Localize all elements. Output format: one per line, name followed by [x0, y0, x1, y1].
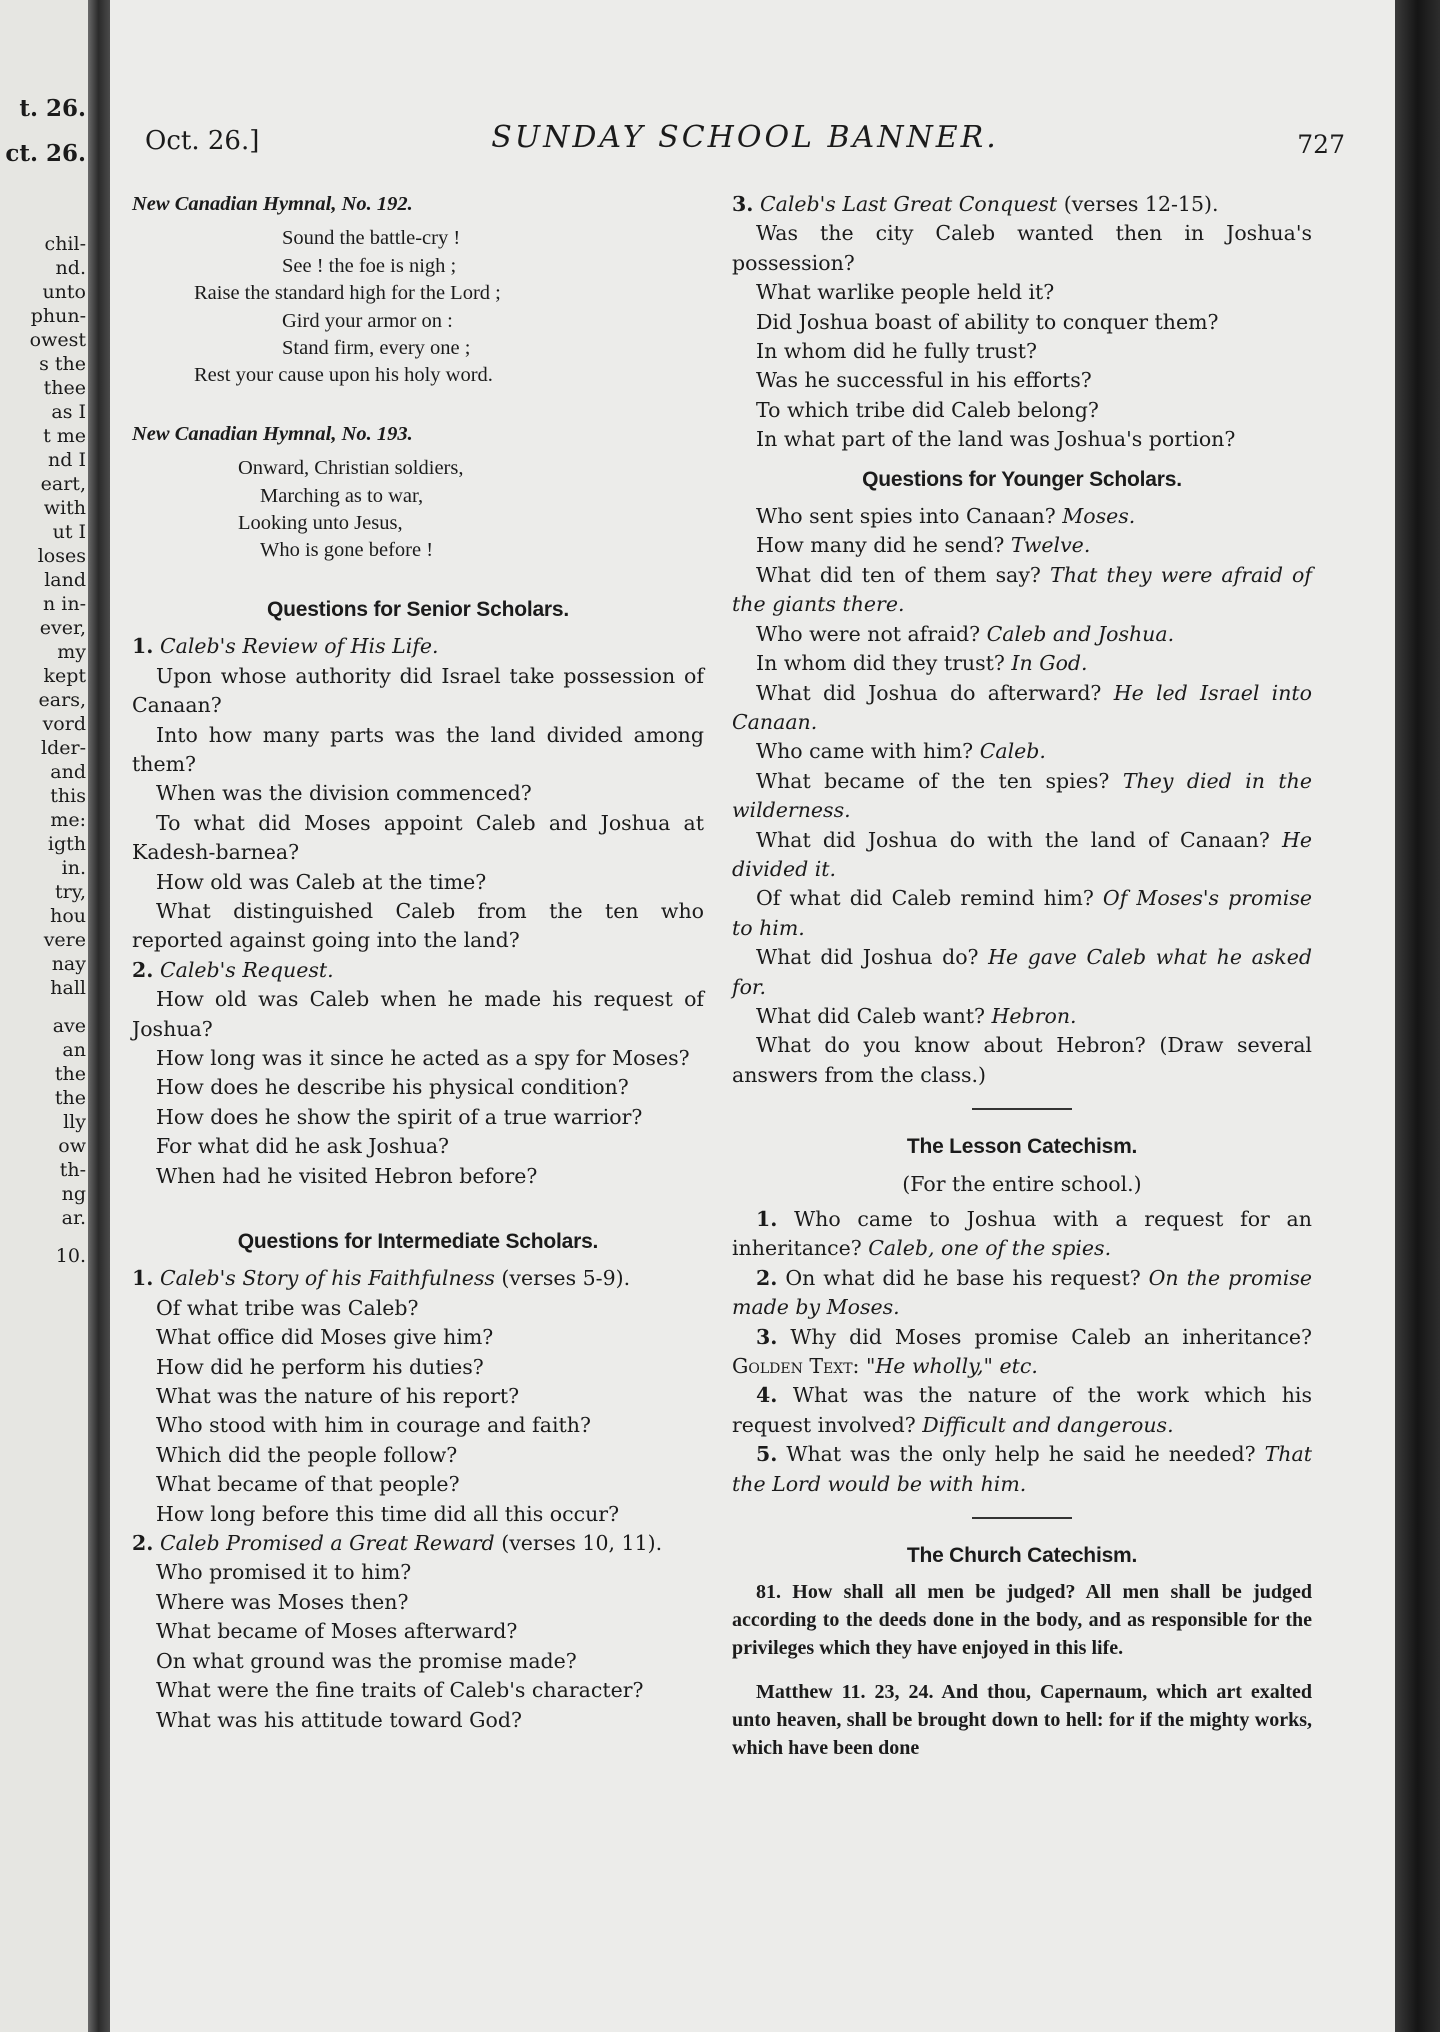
question: On what did he base his request? [785, 1265, 1141, 1290]
question-answer [732, 737, 1312, 766]
catechism-item [732, 1205, 1312, 1264]
question: Who were not afraid? [756, 621, 981, 646]
question: Did Joshua boast of ability to conquer them? [756, 309, 1219, 334]
left-page-fragment: nd I [48, 449, 86, 471]
question: What warlike people held it? [756, 280, 1055, 305]
left-page-fragment: and [50, 761, 86, 783]
left-page-fragment: the [54, 1063, 86, 1085]
item-number: 3. [756, 1324, 778, 1349]
page-number: 727 [1297, 130, 1345, 159]
right-column [732, 190, 1312, 1778]
answer: He led Israel into Canaan. [732, 680, 1312, 734]
item-number: 4. [756, 1383, 778, 1408]
question: In whom did they trust? [756, 651, 1005, 676]
senior-questions-2 [132, 985, 704, 1191]
question-answer [732, 826, 1312, 885]
left-page-fragment: chil- [44, 233, 86, 255]
answer: Twelve. [1010, 533, 1091, 558]
question: When had he visited Hebron before? [156, 1163, 538, 1188]
question: Who promised it to him? [156, 1560, 412, 1585]
right-book-edge [1395, 0, 1440, 2032]
question: Was he successful in his efforts? [756, 368, 1092, 393]
hymn-193 [132, 455, 704, 565]
answer: In God. [1011, 651, 1088, 676]
left-page-fragment: ow [58, 1135, 86, 1157]
hymn-193-title: New Canadian Hymnal, No. 193. [132, 422, 413, 445]
question-answer [732, 620, 1312, 649]
answer: Hebron. [991, 1003, 1077, 1028]
left-page-edge [0, 0, 92, 2032]
left-page-fragment: this [50, 785, 86, 807]
left-page-fragment: eart, [40, 473, 86, 495]
question: Who came to Joshua with a request for an inheritance? [732, 1207, 1312, 1261]
running-header [145, 120, 1345, 160]
hymn-line: Onward, Christian soldiers, [238, 457, 464, 480]
question-answer [732, 649, 1312, 678]
question: How many did he send? [756, 533, 1005, 558]
question: For what did he ask Joshua? [156, 1134, 450, 1159]
left-page-fragment: th- [59, 1159, 86, 1181]
intermediate-heading: Questions for Intermediate Scholars. [237, 1230, 599, 1253]
left-page-fragment: s the [39, 353, 86, 375]
question: Who stood with him in courage and faith? [156, 1413, 591, 1438]
catechism-item [732, 1381, 1312, 1440]
question-answer [732, 1002, 1312, 1031]
left-page-fragment: phun- [30, 305, 86, 327]
question: Into how many parts was the land divided among them? [132, 722, 704, 776]
answer: Of Moses's promise to him. [732, 886, 1312, 940]
younger-questions [732, 502, 1312, 1090]
header-date: Oct. 26.] [145, 126, 260, 156]
golden-text-label: Golden Text: [732, 1354, 860, 1379]
catechism-item [732, 1440, 1312, 1499]
church-catechism-heading: The Church Catechism. [906, 1544, 1138, 1568]
left-page-fragment: unto [42, 281, 86, 303]
left-column [132, 190, 704, 1735]
answer: Difficult and dangerous. [922, 1412, 1174, 1437]
question: Of what did Caleb remind him? [756, 886, 1094, 911]
question: On what ground was the promise made? [156, 1648, 577, 1673]
left-page-fragment: as I [51, 401, 86, 423]
question: Of what tribe was Caleb? [156, 1295, 419, 1320]
question: Was the city Caleb wanted then in Joshua's possession? [732, 221, 1312, 275]
subheading-title: Caleb's Request. [159, 957, 334, 982]
left-page-fragment: 10. [55, 1245, 86, 1267]
left-page-fragment: kept [43, 665, 86, 687]
question: How old was Caleb at the time? [156, 869, 487, 894]
item-number: 2. [756, 1265, 778, 1290]
left-page-fragment: loses [37, 545, 86, 567]
left-page-fragment: try, [55, 881, 86, 903]
hymn-line: Marching as to war, [260, 484, 424, 507]
question: How old was Caleb when he made his request of Joshua? [132, 987, 704, 1041]
question: What did ten of them say? [756, 562, 1041, 587]
left-page-fragment: owest [29, 329, 86, 351]
intermediate-subheading-1 [132, 1264, 704, 1293]
subheading-title: Caleb's Review of His Life. [159, 634, 439, 659]
left-page-fragment: vere [43, 929, 86, 951]
left-page-fragment: hall [50, 977, 86, 999]
question: To which tribe did Caleb belong? [756, 397, 1099, 422]
question: What was his attitude toward God? [156, 1707, 522, 1732]
left-page-fragment: the [54, 1087, 86, 1109]
question: What became of that people? [156, 1472, 460, 1497]
lesson-catechism-items [732, 1205, 1312, 1499]
senior-subheading-2 [132, 956, 704, 985]
left-page-fragment: lder- [41, 737, 86, 759]
left-page-fragment: in. [61, 857, 86, 879]
hymn-line: Stand firm, every one ; [282, 337, 471, 360]
question: How does he show the spirit of a true warrior? [156, 1104, 643, 1129]
answer: That the Lord would be with him. [732, 1442, 1312, 1496]
answer: He divided it. [732, 827, 1312, 881]
hymn-line: Who is gone before ! [260, 539, 434, 562]
left-page-fragment: land [44, 569, 86, 591]
question-answer [732, 561, 1312, 620]
intermediate-questions-1 [132, 1294, 704, 1529]
question: What do you know about Hebron? [756, 1033, 1146, 1058]
section-divider [972, 1108, 1072, 1110]
hymn-line: Sound the battle-cry ! [282, 227, 461, 250]
question: When was the division commenced? [156, 781, 532, 806]
question: Where was Moses then? [156, 1589, 409, 1614]
question: What was the nature of the work which his request involved? [732, 1383, 1312, 1437]
subheading-title: Caleb Promised a Great Reward [159, 1531, 495, 1556]
question-answer [732, 884, 1312, 943]
left-page-fragment: hou [50, 905, 86, 927]
intermediate-subheading-2 [132, 1529, 704, 1558]
question: How long before this time did all this occur? [156, 1501, 620, 1526]
subheading-number: 3. [732, 192, 754, 216]
hymn-line: See ! the foe is nigh ; [282, 254, 457, 277]
question: What was the nature of his report? [156, 1384, 520, 1409]
left-page-fragment: with [43, 497, 86, 519]
left-page-fragment: nay [51, 953, 86, 975]
left-page-fragment: my [57, 641, 86, 663]
lesson-catechism-note: (For the entire school.) [902, 1171, 1142, 1196]
senior-heading: Questions for Senior Scholars. [266, 597, 570, 621]
answer: He gave Caleb what he asked for. [732, 945, 1312, 999]
left-page-fragment: ct. 26. [5, 140, 86, 167]
question: What did Joshua do afterward? [756, 680, 1102, 705]
subheading-title: Caleb's Story of his Faithfulness [159, 1266, 495, 1291]
question: Who came with him? [756, 739, 974, 764]
hymn-line: Rest your cause upon his holy word. [194, 364, 493, 387]
left-page-fragment: ever, [39, 617, 86, 639]
subheading-number: 1. [132, 1266, 154, 1291]
left-page-fragment: ng [61, 1183, 86, 1205]
left-page-fragment: thee [43, 377, 86, 399]
scripture-passage: Matthew 11. 23, 24. And thou, Capernaum, which art exalted unto heaven, shall be brought down to hell: for if the mighty works, which have been done [732, 1681, 1312, 1760]
question: What became of Moses afterward? [156, 1619, 518, 1644]
question: How does he describe his physical condition? [156, 1075, 629, 1100]
question: What did Caleb want? [756, 1003, 986, 1028]
question: What became of the ten spies? [756, 768, 1110, 793]
answer: Caleb, one of the spies. [868, 1236, 1112, 1261]
subheading-title: Caleb's Last Great Conquest [759, 192, 1058, 216]
answer: Caleb and Joshua. [986, 621, 1175, 646]
left-page-fragment: ears, [38, 689, 86, 711]
answer: "He wholly," etc. [866, 1354, 1038, 1379]
subheading-number: 1. [132, 634, 154, 659]
catechism-item [732, 1323, 1312, 1382]
question: To what did Moses appoint Caleb and Joshua at Kadesh-barnea? [132, 810, 704, 865]
question: How did he perform his duties? [156, 1354, 484, 1379]
left-page-fragment: vord [42, 713, 86, 735]
question: Upon whose authority did Israel take possession of Canaan? [132, 663, 704, 718]
senior-questions-1 [132, 662, 704, 956]
question: How long was it since he acted as a spy for Moses? [156, 1045, 690, 1070]
question: Which did the people follow? [156, 1442, 458, 1467]
answer: That they were afraid of the giants there. [732, 562, 1312, 617]
question-answer [732, 1031, 1312, 1090]
left-page-fragment: nd. [55, 257, 86, 279]
left-page-fragment: ut I [52, 521, 86, 543]
left-page-fragment: an [62, 1039, 86, 1061]
question-answer [732, 679, 1312, 738]
intermediate-questions-3 [732, 219, 1312, 454]
subheading-verses: (verses 12-15). [1063, 192, 1219, 216]
question: Why did Moses promise Caleb an inheritance? [790, 1324, 1312, 1349]
question: What did Joshua do? [756, 945, 979, 970]
answer: (Draw several answers from the class.) [732, 1033, 1312, 1087]
item-number: 5. [756, 1442, 778, 1467]
subheading-number: 2. [132, 1531, 154, 1556]
subheading-number: 2. [132, 957, 154, 982]
left-page-fragment: me: [50, 809, 86, 831]
item-number: 1. [756, 1207, 778, 1231]
answer: On the promise made by Moses. [732, 1265, 1312, 1320]
hymn-line: Raise the standard high for the Lord ; [194, 282, 501, 305]
question: In what part of the land was Joshua's portion? [756, 427, 1236, 452]
question-answer [732, 943, 1312, 1002]
senior-subheading-1 [132, 632, 704, 661]
subheading-verses: (verses 5-9). [501, 1266, 631, 1291]
left-page-fragment: lly [63, 1111, 86, 1133]
hymn-line: Looking unto Jesus, [238, 512, 403, 535]
question: Who sent spies into Canaan? [756, 504, 1056, 529]
answer: They died in the wilderness. [732, 768, 1312, 823]
intermediate-subheading-3 [732, 190, 1312, 219]
section-divider [972, 1517, 1072, 1519]
answer: Caleb. [979, 739, 1046, 764]
question: What were the fine traits of Caleb's character? [156, 1678, 644, 1703]
question: What was the only help he said he needed? [786, 1442, 1256, 1467]
page-727 [110, 0, 1400, 2032]
left-page-fragment: t me [43, 425, 86, 447]
hymn-line: Gird your armor on : [282, 309, 453, 332]
hymn-192 [132, 225, 704, 389]
left-page-fragment: ave [52, 1015, 86, 1037]
hymn-192-title: New Canadian Hymnal, No. 192. [132, 193, 413, 215]
left-page-fragment: igth [47, 833, 86, 855]
left-page-fragment: n in- [42, 593, 86, 615]
answer: Moses. [1062, 504, 1136, 529]
question: What did Joshua do with the land of Canaan? [756, 827, 1270, 852]
question-answer [732, 531, 1312, 560]
question: What distinguished Caleb from the ten who reported against going into the land? [132, 898, 704, 953]
left-page-fragment: t. 26. [19, 95, 86, 122]
question: What office did Moses give him? [156, 1325, 494, 1350]
catechism-item [732, 1264, 1312, 1323]
subheading-verses: (verses 10, 11). [501, 1531, 663, 1556]
younger-heading: Questions for Younger Scholars. [862, 467, 1182, 491]
header-title: SUNDAY SCHOOL BANNER. [491, 120, 999, 155]
left-page-fragment: ar. [61, 1207, 86, 1229]
question: In whom did he fully trust? [756, 339, 1038, 364]
church-catechism-answer: 81. How shall all men be judged? All men shall be judged according to the deeds done in the body, and as responsible for the privileges which they have enjoyed in this life. [732, 1581, 1312, 1660]
question-answer [732, 767, 1312, 826]
question-answer [732, 502, 1312, 531]
lesson-catechism-heading: The Lesson Catechism. [906, 1135, 1138, 1159]
intermediate-questions-2 [132, 1558, 704, 1734]
